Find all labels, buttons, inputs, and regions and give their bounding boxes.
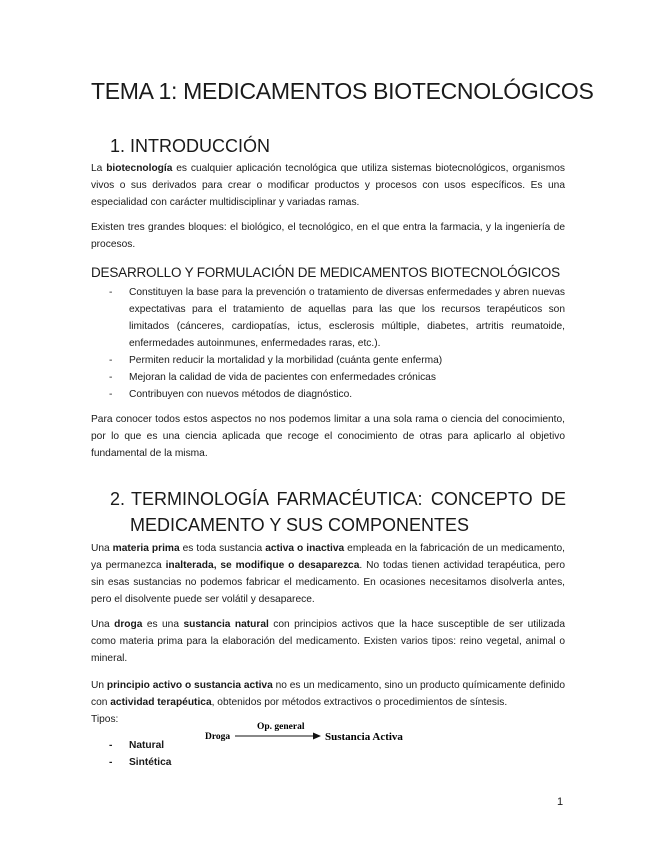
section-heading-line-2: MEDICAMENTO Y SUS COMPONENTES (130, 515, 470, 535)
term-droga: droga (114, 619, 143, 630)
droga-paragraph (91, 616, 565, 667)
term-inalterada: inalterada, se modifique o desaparezca (165, 560, 360, 571)
term-biotecnologia: biotecnología (106, 163, 173, 174)
intro-paragraph-1 (91, 160, 565, 211)
tipos-label: Tipos: (91, 714, 119, 725)
text: es cualquier aplicación tecnológica que utiliza sistemas biotecnológicos, organismos vivos o sus derivados para crear o modificar productos y procesos con usos específicos. Es una especialidad con carácter multidisciplinar y variadas ramas. (91, 163, 565, 208)
text: Una (91, 543, 113, 554)
intro-paragraph-2: Existen tres grandes bloques: el biológico, el tecnológico, en el que entra la farmacia, y la ingeniería de procesos. (91, 222, 565, 250)
term-activa-inactiva: activa o inactiva (265, 543, 345, 554)
subsection-heading: DESARROLLO Y FORMULACIÓN DE MEDICAMENTOS BIOTECNOLÓGICOS (91, 265, 560, 280)
section-heading-line-1 (110, 489, 566, 510)
text: . No todas tienen actividad terapéutica, pero sin esas sustancias no podemos fabricar el medicamento. En ocasiones necesitamos disolverla antes, pero el disolvente puede ser volátil y desaparece. (91, 560, 565, 605)
types-list (91, 737, 565, 771)
diagram-label: Op. general (257, 722, 305, 732)
term-sustancia-natural: sustancia natural (183, 619, 269, 630)
section-title: TERMINOLOGÍA FARMACÉUTICA: CONCEPTO DE (131, 489, 566, 509)
text: no es un medicamento, sino un producto químicamente definido con (91, 680, 565, 708)
term-materia-prima: materia prima (112, 543, 180, 554)
section-number: 1. (110, 136, 126, 156)
diagram-from: Droga (205, 732, 231, 742)
list-item: - Contribuyen con nuevos métodos de diagnóstico. (91, 386, 565, 403)
text: es una (142, 619, 184, 630)
list-item: - Sintética (91, 754, 565, 771)
text: , obtenidos por métodos extractivos o procedimientos de síntesis. (211, 697, 508, 708)
section-number: 2. (110, 489, 126, 509)
term-actividad-terapeutica: actividad terapéutica (110, 697, 212, 708)
document-title: TEMA 1: MEDICAMENTOS BIOTECNOLÓGICOS (91, 78, 594, 104)
section-heading-introduccion (110, 136, 270, 157)
text: Una (91, 619, 115, 630)
page-number: 1 (557, 796, 564, 808)
list-item: - Permiten reducir la mortalidad y la morbilidad (cuánta gente enferma) (91, 352, 565, 369)
section-heading-terminologia (110, 489, 566, 536)
section-title: INTRODUCCIÓN (130, 136, 271, 156)
diagram-to: Sustancia Activa (325, 731, 403, 743)
text: empleada en la fabricación de un medicamento, ya permanezca (91, 543, 565, 571)
list-item: - Constituyen la base para la prevención o tratamiento de diversas enfermedades y abren nuevas expectativas para el tratamiento de aquellas para las que los recursos terapéuticos son limitados (cánceres, cardiopatías, ictus, esclerosis múltiple, diabetes, artritis reumatoide, enfermedades autoinmunes, enfermedades raras, etc.). (91, 284, 565, 352)
text: es toda sustancia (179, 543, 266, 554)
materia-prima-paragraph (91, 540, 565, 608)
list-item: - Natural (91, 737, 565, 754)
text: con principios activos que la hace susceptible de ser utilizada como materia prima para la elaboración del medicamento. Existen varios tipos: reino vegetal, animal o mineral. (91, 619, 565, 664)
text: La (91, 163, 107, 174)
benefits-list (91, 284, 565, 403)
term-principio-activo: principio activo o sustancia activa (106, 680, 273, 691)
closing-paragraph: Para conocer todos estos aspectos no nos podemos limitar a una sola rama o ciencia del conocimiento, por lo que es una ciencia aplicada que recoge el conocimiento de otras para aplicarlo al objetivo fundamental de la misma. (91, 414, 565, 459)
list-item: - Mejoran la calidad de vida de pacientes con enfermedades crónicas (91, 369, 565, 386)
text: Un (91, 680, 107, 691)
